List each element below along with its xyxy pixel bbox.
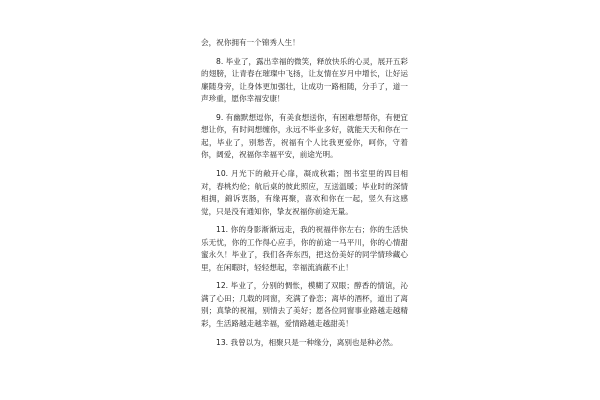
paragraph-12: 12. 毕业了，分别的惆怅，模糊了双眼；醇香的情谊，沁满了心田；几载的同窗，充满了眷恋；离毕的酒杯，道出了离别；真挚的祝福，别情去了美好；愿各位同窗事业路越走越精彩，生活路越走越幸福，爱情路越走越甜美！: [201, 281, 408, 328]
text-column: [201, 37, 408, 349]
paragraph-10: 10. 月光下的敞开心扉，凝成秋霜；图书室里的四目相对，春桃灼伦；航后桌的彼此照应，互送温暖；毕业时的深情相拥，錦诉衷肠，有缘再聚，喜欢和你在一起，竖久有这感觉，只是没有通知你，挚友祝福你前途无量。: [201, 169, 408, 216]
paragraph-8: 8. 毕业了，露出幸福的微笑，释放快乐的心灵，展开五彩的翅膀，让青春在璀璨中飞扬，让友情在岁月中增长，让好运廉随身旁，让身体更加强壮，让成功一路相随，分手了，道一声珍重，愿你幸福安康！: [201, 56, 408, 104]
paragraph-9: 9. 有幽默想逗你，有美食想送你，有困难想帮你，有便宜想让你，有时间想缠你，永远不毕业多好，就能天天和你在一起，毕业了，别愁苦，祝福有个人比我更爱你，呵你，守着你，阔爱，祝福你幸福平安，前途光明。: [201, 112, 408, 160]
paragraph-7-ending: 会，祝你拥有一个锦秀人生！: [201, 38, 300, 47]
paragraph-13: 13. 我曾以为，相聚只是一种缘分，离别也是种必然。: [216, 337, 398, 347]
paragraph-11: 11. 你的身影渐渐远走，我的祝福伴你左右；你的生活快乐无忧，你的工作得心应手，你的前途一马平川，你的心情甜蜜永久！毕业了，我们各奔东西，把这份美好的同学情珍藏心里，在闲暇时，轻轻想起，幸福流淌蔽不止！: [201, 225, 408, 272]
